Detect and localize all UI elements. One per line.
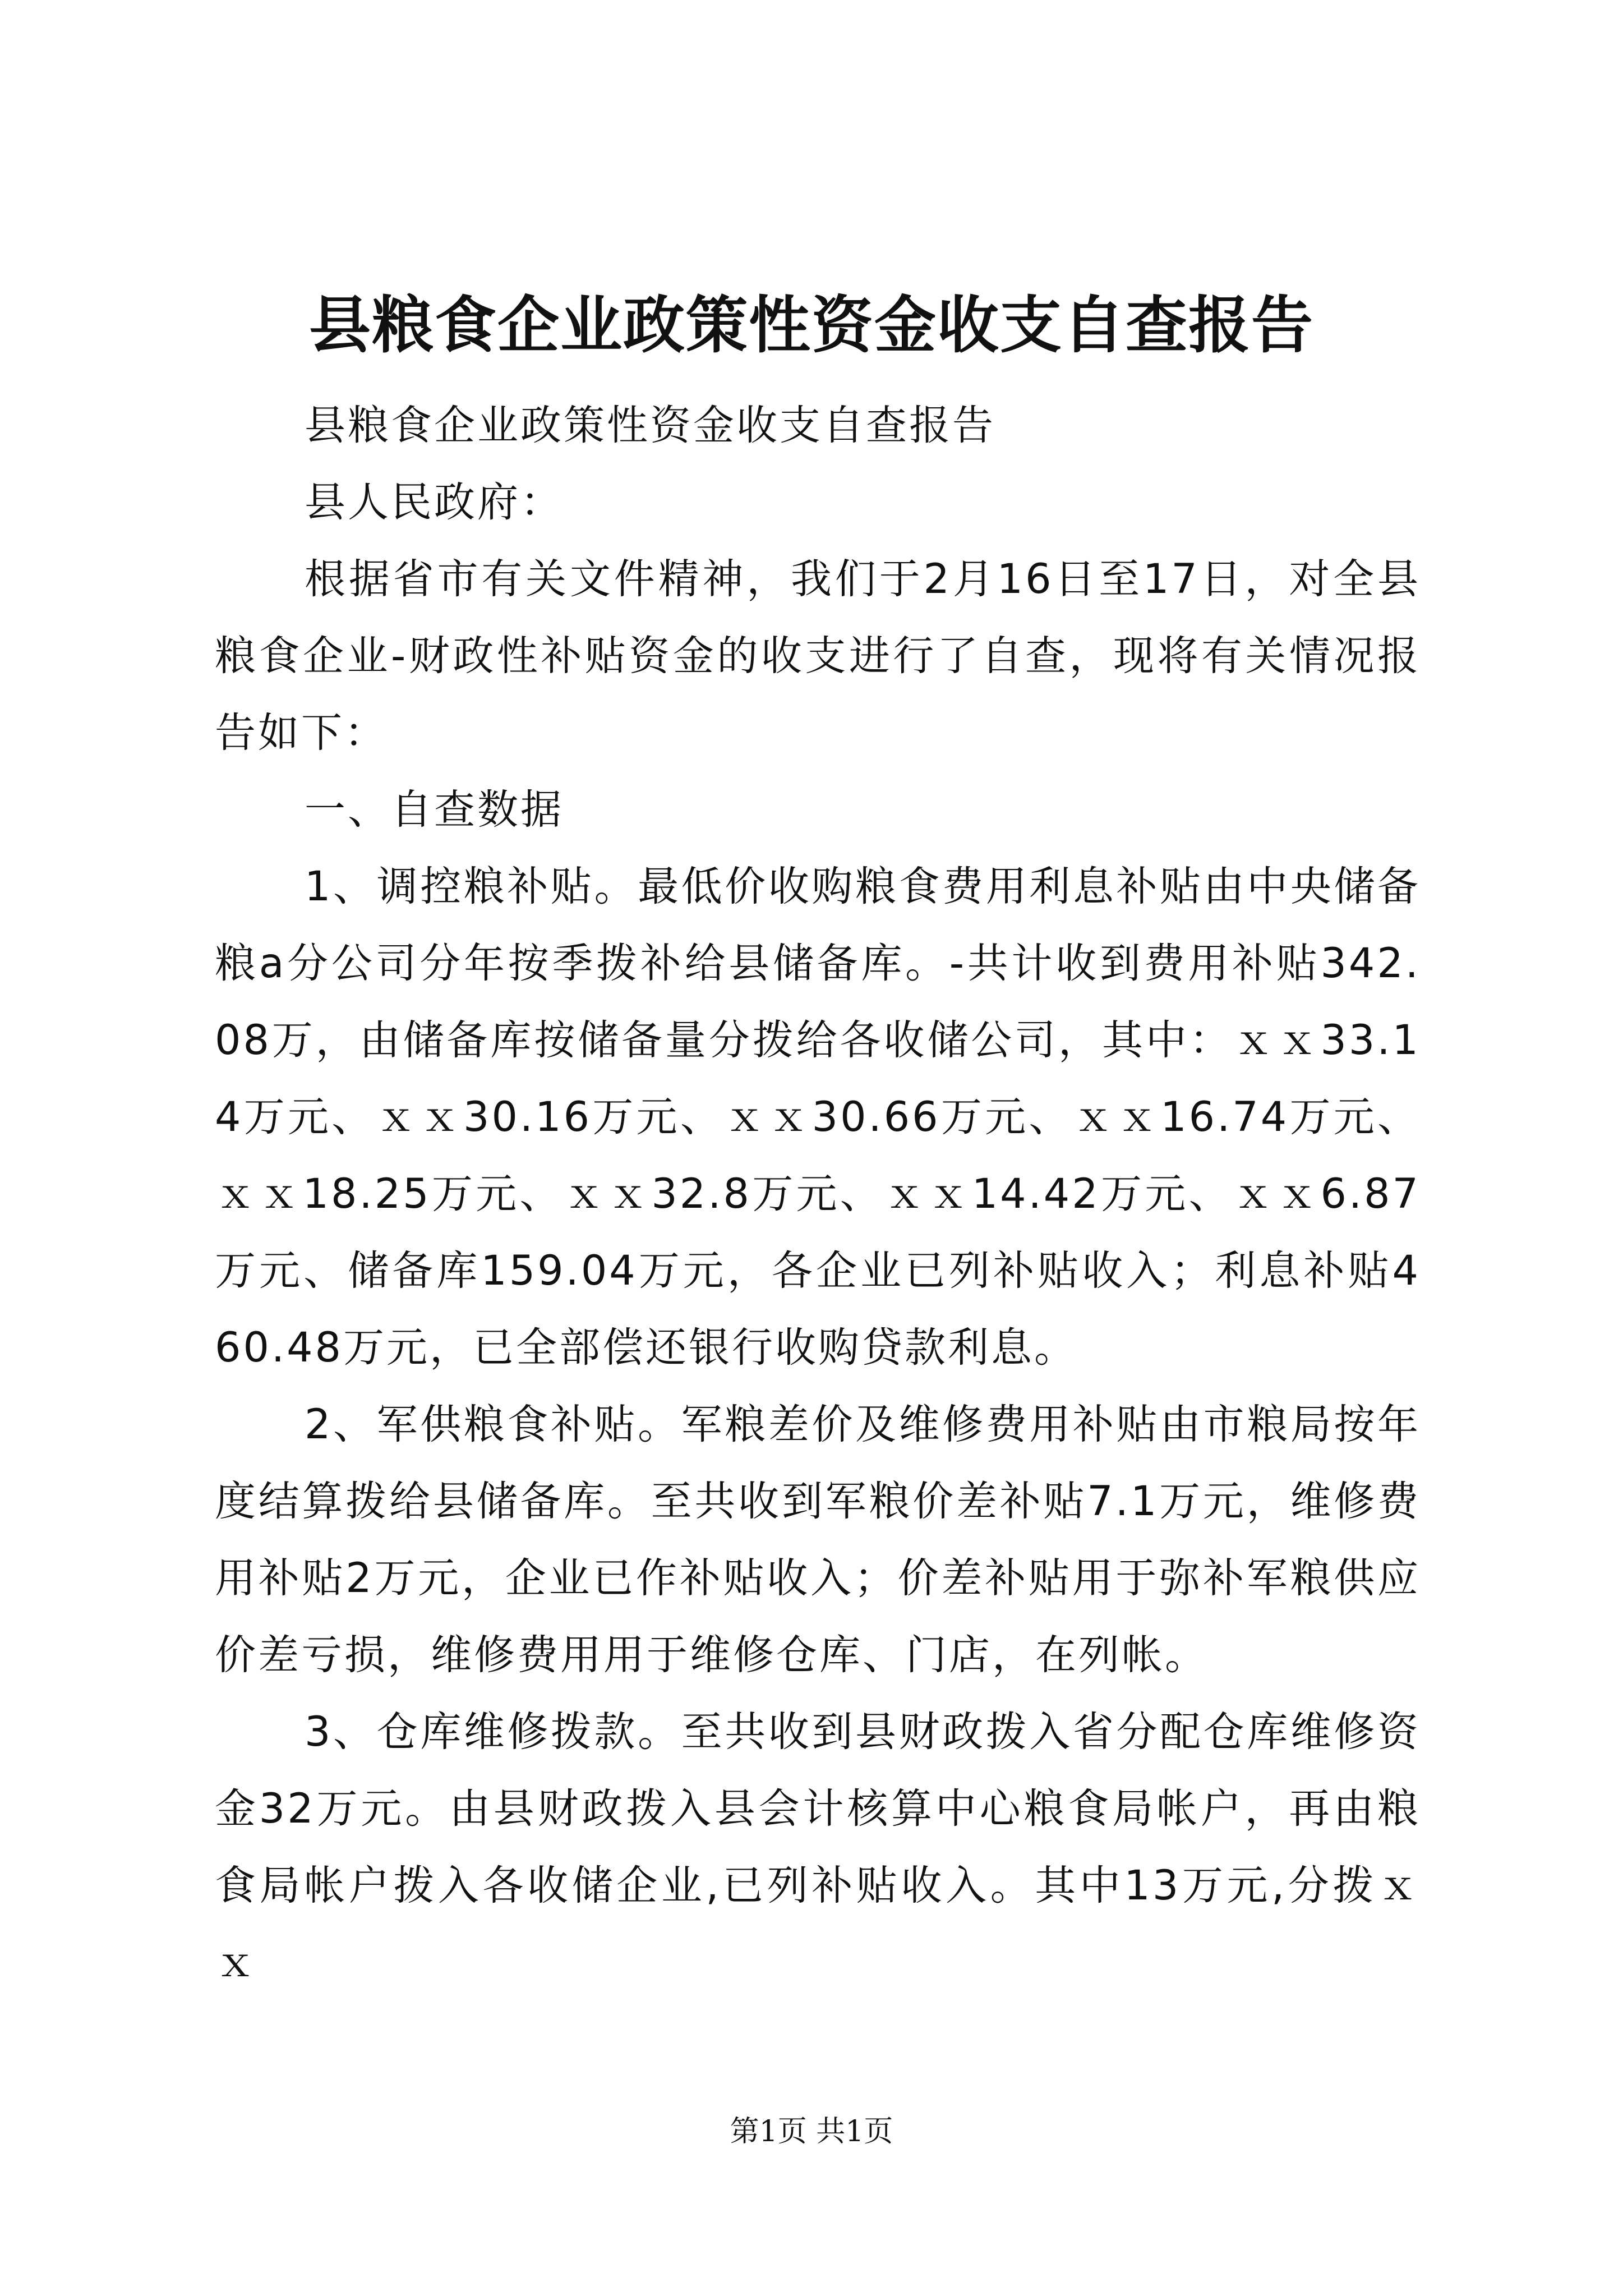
paragraph-salutation: 县人民政府： bbox=[305, 478, 564, 526]
paragraph-subtitle: 县粮食企业政策性资金收支自查报告 bbox=[305, 402, 995, 449]
paragraph-section-heading: 一、自查数据 bbox=[305, 786, 564, 834]
paragraph-intro: 根据省市有关文件精神，我们于2月16日至17日，对全县粮食企业-财政性补贴资金的收支进行了自查，现将有关情况报告如下： bbox=[215, 555, 1421, 757]
document-title: 县粮食企业政策性资金收支自查报告 bbox=[309, 289, 1314, 361]
paragraph-item-1: 1、调控粮补贴。最低价收购粮食费用利息补贴由中央储备粮a分公司分年按季拨补给县储备库。-共计收到费用补贴342.08万，由储备库按储备量分拨给各收储公司，其中：ｘｘ33.14万元、ｘｘ30.16万元、ｘｘ30.66万元、ｘｘ16.74万元、ｘｘ18.25万元、ｘｘ32.8万元、ｘｘ14.42万元、ｘｘ6.87万元、储备库159.04万元，各企业已列补贴收入；利息补贴460.48万元，已全部偿还银行收购贷款利息。 bbox=[215, 863, 1421, 1372]
paragraph-item-3: 3、仓库维修拨款。至共收到县财政拨入省分配仓库维修资金32万元。由县财政拨入县会计核算中心粮食局帐户，再由粮食局帐户拨入各收储企业,已列补贴收入。其中13万元,分拨ｘｘ bbox=[215, 1708, 1421, 1986]
paragraph-item-2: 2、军供粮食补贴。军粮差价及维修费用补贴由市粮局按年度结算拨给县储备库。至共收到军粮价差补贴7.1万元，维修费用补贴2万元，企业已作补贴收入；价差补贴用于弥补军粮供应价差亏损，维修费用用于维修仓库、门店，在列帐。 bbox=[215, 1401, 1421, 1679]
page-footer: 第1页 共1页 bbox=[730, 2115, 893, 2148]
document-body bbox=[215, 387, 1421, 2001]
